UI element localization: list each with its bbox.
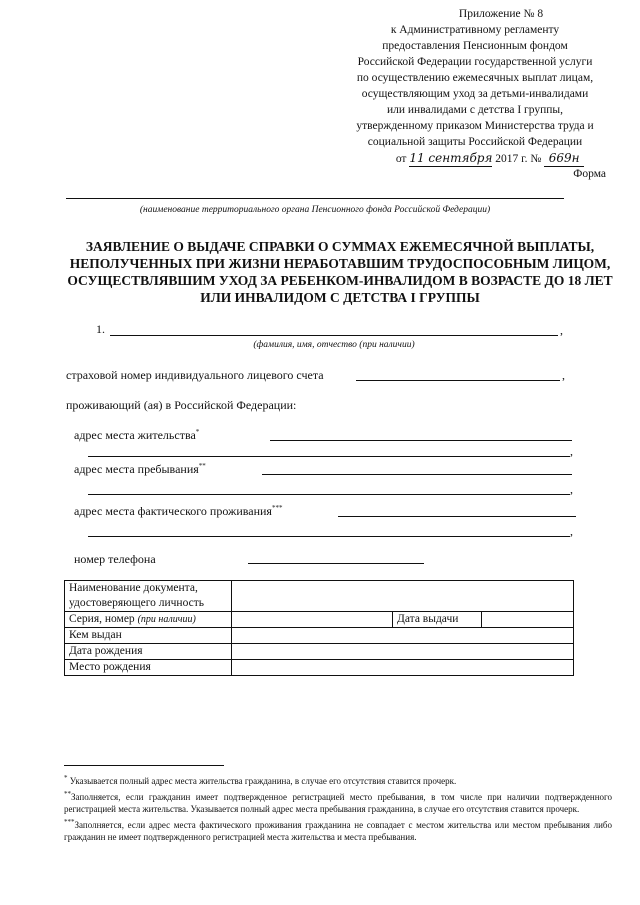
id-document-table: [64, 580, 574, 676]
organ-line: [66, 198, 564, 199]
organ-caption: (наименование территориального органа Пенсионного фонда Российской Федерации): [139, 205, 491, 215]
footnote-text: Заполняется, если адрес места фактического проживания гражданина не совпадает с местом жительства или местом пребывания либо гражданин не имеет подтвержденного регистрацией места жительства и места пребывания.: [64, 819, 612, 842]
stay-field[interactable]: [262, 474, 572, 475]
appendix-line: Приложение № 8: [458, 8, 544, 20]
footnotes: [64, 772, 612, 844]
appendix-line: социальной защиты Российской Федерации: [367, 136, 583, 148]
stay-label-text: адрес места пребывания: [74, 462, 199, 476]
phone-label: номер телефона: [74, 552, 156, 566]
page-title: ЗАЯВЛЕНИЕ О ВЫДАЧЕ СПРАВКИ О СУММАХ ЕЖЕМЕСЯЧНОЙ ВЫПЛАТЫ, НЕПОЛУЧЕННЫХ ПРИ ЖИЗНИ НЕРАБОТАВШИМ ТРУДОСПОСОБНЫМ ЛИЦОМ, ОСУЩЕСТВЛЯВШИМ УХОД ЗА РЕБЕНКОМ-ИНВАЛИДОМ В ВОЗРАСТЕ ДО 18 ЛЕТ ИЛИ ИНВАЛИДОМ С ДЕТСТВА I ГРУППЫ: [67, 239, 613, 305]
birth-place-label: Место рождения: [65, 660, 232, 676]
number-handwritten: 669н: [544, 150, 584, 167]
appendix-line: по осуществлению ежемесячных выплат лицам,: [356, 72, 594, 84]
stay-field-2[interactable]: [88, 494, 570, 495]
table-row: [65, 644, 574, 660]
actual-field[interactable]: [338, 516, 576, 517]
residence-field[interactable]: [270, 440, 572, 441]
birth-date-label: Дата рождения: [65, 644, 232, 660]
table-row: [65, 581, 574, 612]
series-value[interactable]: [232, 612, 393, 628]
footnote-mark: **: [198, 462, 206, 470]
actual-label-text: адрес места фактического проживания: [74, 504, 272, 518]
footnote-mark: ***: [271, 504, 283, 512]
doc-name-label-1: Наименование документа,: [69, 582, 198, 594]
appendix-date-line: [330, 150, 620, 167]
phone-field[interactable]: [248, 563, 424, 564]
table-row: [65, 628, 574, 644]
appendix-line: предоставления Пенсионным фондом: [382, 40, 568, 52]
appendix-line: утвержденному приказом Министерства труда и: [356, 120, 594, 132]
appendix-header: [330, 6, 620, 167]
series-label: [65, 612, 232, 628]
item-number: 1.: [96, 322, 105, 336]
footnote-mark: *: [195, 428, 200, 436]
name-field[interactable]: [110, 335, 558, 336]
issued-by-label: Кем выдан: [65, 628, 232, 644]
footnote-mark: ***: [64, 817, 75, 826]
footnote-2: [64, 788, 612, 816]
name-caption: (фамилия, имя, отчество (при наличии): [253, 340, 415, 350]
appendix-line: Российской Федерации государственной услуги: [357, 56, 593, 68]
footnote-mark: **: [64, 789, 71, 798]
appendix-line: к Административному регламенту: [390, 24, 560, 36]
footnote-text: Указывается полный адрес места жительства гражданина, в случае его отсутствия ставится прочерк.: [69, 776, 457, 786]
residence-label-text: адрес места жительства: [74, 428, 196, 442]
stay-label: [74, 462, 206, 477]
footnote-mark: *: [64, 774, 68, 782]
comma: ,: [570, 482, 573, 496]
comma: ,: [560, 323, 563, 337]
footnote-3: [64, 816, 612, 844]
appendix-line: осуществляющим уход за детьми-инвалидами: [361, 88, 589, 100]
snils-field[interactable]: [356, 380, 560, 381]
comma: ,: [570, 444, 573, 458]
footnote-text: Заполняется, если гражданин имеет подтвержденное регистрацией место пребывания, в том числе при наличии подтвержденного регистрацией места жительства. Указывается полный адрес места пребывания гражданина, в случае его отсутствия ставится прочерк.: [64, 791, 612, 814]
birth-place-value[interactable]: [232, 660, 574, 676]
residence-label: [74, 428, 199, 443]
table-row: [65, 660, 574, 676]
doc-name-label-2: удостоверяющего личность: [69, 597, 204, 609]
snils-label: страховой номер индивидуального лицевого счета: [66, 368, 324, 382]
comma: ,: [562, 368, 565, 382]
series-note: (при наличии): [137, 614, 196, 625]
date-prefix: от: [395, 153, 407, 165]
residing-label: проживающий (ая) в Российской Федерации:: [66, 398, 297, 412]
series-label-text: Серия, номер: [69, 613, 135, 625]
table-row: [65, 612, 574, 628]
date-handwritten: 11 сентября: [409, 151, 493, 165]
appendix-line: или инвалидами с детства I группы,: [386, 104, 564, 116]
year-text: 2017 г. №: [495, 153, 542, 165]
actual-field-2[interactable]: [88, 536, 570, 537]
birth-date-value[interactable]: [232, 644, 574, 660]
forma-label: Форма: [573, 168, 606, 180]
footnote-divider: [64, 765, 224, 766]
comma: ,: [570, 524, 573, 538]
issue-date-value[interactable]: [482, 612, 574, 628]
issue-date-label: Дата выдачи: [393, 612, 482, 628]
doc-name-value[interactable]: [232, 581, 574, 612]
residence-field-2[interactable]: [88, 456, 570, 457]
doc-name-label: [65, 581, 232, 612]
actual-label: [74, 504, 282, 519]
issued-by-value[interactable]: [232, 628, 574, 644]
footnote-1: [64, 772, 612, 788]
